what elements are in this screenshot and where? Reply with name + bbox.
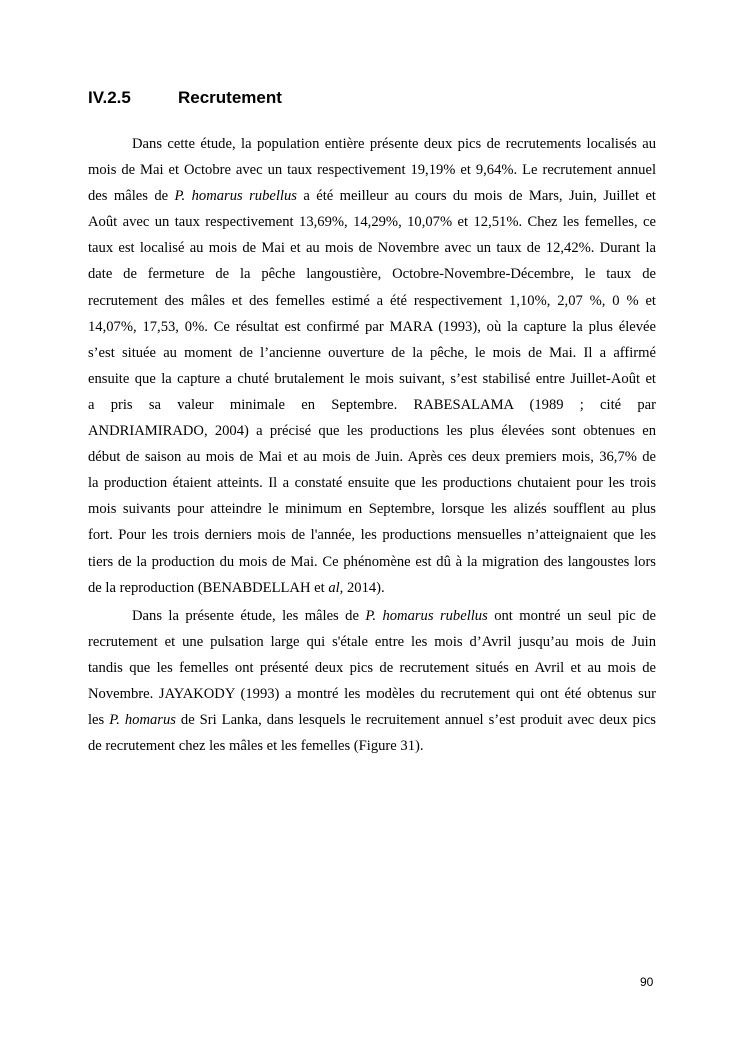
text-line: taux est localisé au mois de Mai et au mois de Novembre avec un taux de 12,42%. Durant la — [88, 240, 656, 257]
text-line: Août avec un taux respectivement 13,69%, 14,29%, 10,07% et 12,51%. Chez les femelles, ce — [88, 214, 656, 231]
text-line: mois suivants pour atteindre le minimum en Septembre, lorsque les alizés soufflent au plus — [88, 501, 656, 518]
italic-term: P. homarus rubellus — [365, 608, 488, 624]
text-segment: des mâles de — [88, 188, 175, 205]
text-segment: 2014). — [343, 579, 385, 596]
text-line: la production étaient atteints. Il a constaté ensuite que les productions chutaient pour les trois — [88, 475, 656, 492]
italic-term: P. homarus — [109, 712, 176, 729]
text-segment: les — [88, 712, 110, 729]
text-line — [88, 603, 656, 629]
text-segment: de la reproduction (BENABDELLAH et — [88, 579, 329, 596]
text-line: tiers de la production du mois de Mai. Ce phénomène est dû à la migration des langoustes lors — [88, 553, 656, 570]
text-line: date de fermeture de la pêche langoustière, Octobre-Novembre-Décembre, le taux de — [88, 266, 656, 283]
italic-term: al, — [328, 579, 344, 596]
italic-term: P. homarus rubellus — [174, 188, 297, 205]
text-line: s’est située au moment de l’ancienne ouverture de la pêche, le mois de Mai. Il a affirmé — [88, 344, 656, 361]
text-segment: Dans la présente étude, les mâles de — [132, 608, 366, 624]
section-heading — [88, 88, 282, 108]
section-title: Recrutement — [178, 88, 282, 107]
paragraph-recruitment-results — [88, 131, 656, 601]
text-line: tandis que les femelles ont présenté deux pics de recrutement situés en Avril et au mois de — [88, 660, 656, 677]
text-line: recrutement des mâles et des femelles estimé a été respectivement 1,10%, 2,07 %, 0 % et — [88, 292, 656, 309]
text-segment: de Sri Lanka, dans lesquels le recruitement annuel s’est produit avec deux pics — [175, 712, 656, 729]
text-segment: a été meilleur au cours du mois de Mars, Juin, Juillet et — [296, 188, 656, 205]
text-line: de recrutement chez les mâles et les femelles (Figure 31). — [88, 738, 424, 755]
text-segment: ont montré un seul pic de — [487, 608, 656, 624]
text-line: Novembre. JAYAKODY (1993) a montré les modèles du recrutement qui ont été obtenus sur — [88, 686, 656, 703]
text-line: mois de Mai et Octobre avec un taux respectivement 19,19% et 9,64%. Le recrutement annuel — [88, 162, 656, 179]
text-line: Dans cette étude, la population entière présente deux pics de recrutements localisés au — [132, 136, 656, 152]
text-line: fort. Pour les trois derniers mois de l'année, les productions mensuelles n’atteignaient que les — [88, 527, 656, 544]
paragraph-recruitment-comparison — [88, 603, 656, 760]
text-line: début de saison au mois de Mai et au mois de Juin. Après ces deux premiers mois, 36,7% de — [88, 449, 656, 466]
text-line: recrutement et une pulsation large qui s'étale entre les mois d’Avril jusqu’au mois de Juin — [88, 634, 656, 651]
text-line — [88, 575, 656, 601]
section-number: IV.2.5 — [88, 88, 131, 107]
text-line: ensuite que la capture a chuté brutalement le mois suivant, s’est stabilisé entre Juillet-Août et — [88, 370, 656, 387]
text-line — [88, 707, 656, 733]
text-line: a pris sa valeur minimale en Septembre. RABESALAMA (1989 ; cité par — [88, 396, 656, 413]
page-number: 90 — [640, 975, 654, 989]
text-line: 14,07%, 17,53, 0%. Ce résultat est confirmé par MARA (1993), où la capture la plus élevée — [88, 318, 656, 335]
text-line: ANDRIAMIRADO, 2004) a précisé que les productions les plus élevées sont obtenues en — [88, 423, 656, 440]
text-line — [88, 183, 656, 209]
